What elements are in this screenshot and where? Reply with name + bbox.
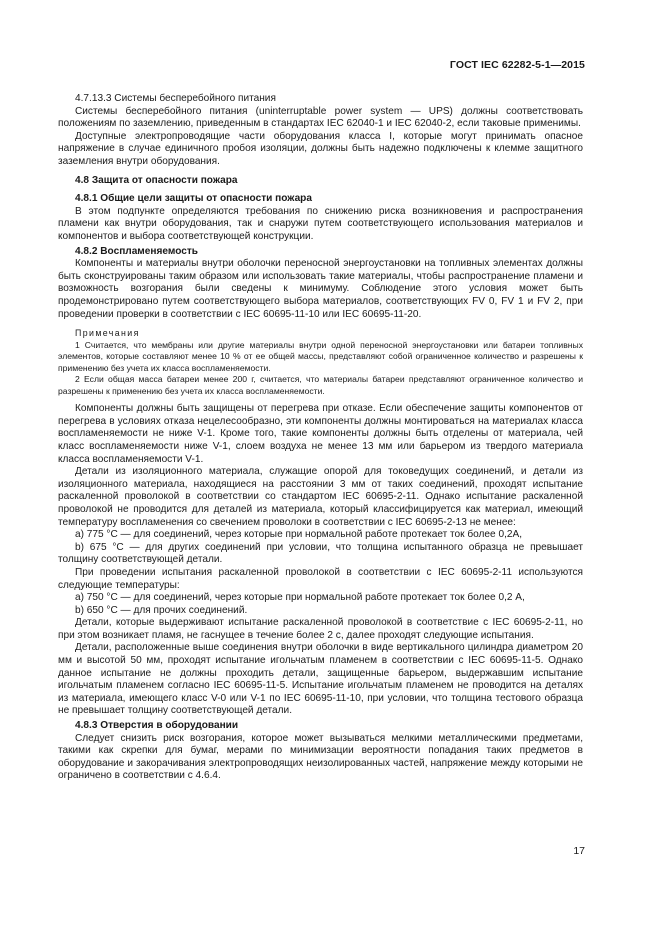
paragraph: В этом подпункте определяются требования по снижению риска возникновения и распространения пламени как внутри оборудования, так и снаружи путем соответствующего использования материалов и компонентов и выбора соответствующей конструкции.	[58, 205, 583, 242]
paragraph: Компоненты должны быть защищены от перегрева при отказе. Если обеспечение защиты компонентов от перегрева в условиях отказа нецелесообразно, эти компоненты должны монтироваться на материалах класса воспламеняемости не ниже V-1. Кроме того, такие компоненты должны быть отделены от материала, чей класс воспламеняемости ниже V-1, слоем воздуха не менее 13 мм или барьером из твердого материала класса воспламеняемости V-1.	[58, 403, 583, 465]
clause-4-7-13-3-heading: 4.7.13.3 Системы бесперебойного питания	[75, 93, 276, 104]
clause-4-8-3-heading: 4.8.3 Отверстия в оборудовании	[75, 720, 239, 732]
note-2: 2 Если общая масса батареи менее 200 г, считается, что материалы батареи представляют ограниченное количество и разрешены к применению без учета их класса воспламеняемости.	[58, 374, 583, 396]
paragraph: При проведении испытания раскаленной проволокой в соответствии с IEC 60695-2-11 используются следующие температуры:	[58, 566, 583, 591]
section-4-8-heading: 4.8 Защита от опасности пожара	[75, 174, 238, 186]
page-body	[58, 93, 583, 783]
list-item: b) 675 °С — для других соединений при условии, что толщина испытанного образца не превышает толщину соответствующей детали.	[58, 541, 583, 566]
list-item: а) 775 °С — для соединений, через которые при нормальной работе протекает ток более 0,2А,	[75, 529, 523, 541]
clause-4-8-1-heading: 4.8.1 Общие цели защиты от опасности пожара	[75, 193, 312, 205]
paragraph: Следует снизить риск возгорания, которое может вызываться мелкими металлическими предметами, такими как скрепки для бумаг, мерами по минимизации вероятности попадания таких предметов в оборудование и закорачивания электропроводящих неизолированных частей, напряжение между которыми не ограничено в соответствии с 4.6.4.	[58, 732, 583, 782]
note-1: 1 Считается, что мембраны или другие материалы внутри одной переносной энергоустановки или батареи топливных элементов, которые составляют менее 10 % от ее общей массы, представляют собой ограниченное количество и разрешены к применению без учета их класса воспламеняемости.	[58, 339, 583, 373]
paragraph: Компоненты и материалы внутри оболочки переносной энергоустановки на топливных элементах должны быть сконструированы таким образом или использовать такие материалы, чтобы распространение пламени и возможность возгорания были сведены к минимуму. Соблюдение этого условия может быть продемонстрировано путем соответствующего выбора материалов, соответствующих FV 0, FV 1 и FV 2, при проведении проверки в соответствии с IEC 60695-11-10 или IEC 60695-11-20.	[58, 258, 583, 320]
paragraph: Доступные электропроводящие части оборудования класса I, которые могут принимать опасное напряжение в случае единичного пробоя изоляции, должны быть надежно подключены к клемме защитного заземления внутри оборудования.	[58, 130, 583, 167]
standard-header: ГОСТ IEC 62282-5-1—2015	[449, 59, 585, 71]
paragraph: Системы бесперебойного питания (uninterruptable power system — UPS) должны соответствовать положениям по заземлению, приведенным в стандартах IEC 62040-1 и IEC 62040-2, если таковые применимы.	[58, 105, 583, 130]
clause-4-8-2-heading: 4.8.2 Воспламеняемость	[75, 245, 198, 257]
list-item: а) 750 °С — для соединений, через которые при нормальной работе протекает ток более 0,2 А,	[75, 592, 525, 604]
list-item: b) 650 °С — для прочих соединений.	[75, 604, 248, 616]
notes-heading: Примечания	[75, 328, 140, 339]
page-number: 17	[573, 845, 585, 857]
paragraph: Детали, расположенные выше соединения внутри оболочки в виде вертикального цилиндра диаметром 20 мм и высотой 50 мм, проходят испытание игольчатым пламенем в соответствии с IEC 60695-11-5. Однако данное испытание не должны проходить детали, защищенные барьером, выдержавшим испытание игольчатым пламенем согласно IEC 60695-11-5. Испытание игольчатым пламенем не проводится на деталях из материала, имеющего класс V-0 или V-1 по IEC 60695-11-10, при условии, что толщина тестового образца не превышает толщину соответствующей детали.	[58, 642, 583, 717]
paragraph: Детали, которые выдерживают испытание раскаленной проволокой в соответствие с IEC 60695-2-11, но при этом возникает пламя, не гаснущее в течение более 2 с, далее проходят следующие испытания.	[58, 617, 583, 641]
paragraph: Детали из изоляционного материала, служащие опорой для токоведущих соединений, и детали из изоляционного материала, находящиеся на расстоянии 3 мм от таких соединений, проходят испытание раскаленной проволокой в соответствии со стандартом IEC 60695-2-11. Однако испытание раскаленной проволокой не проводится для деталей из материала, который классифицируется как материал, имеющий температуру воспламенения со свечением проволоки в соответствии с IEC 60695-2-13 не менее:	[58, 466, 583, 528]
